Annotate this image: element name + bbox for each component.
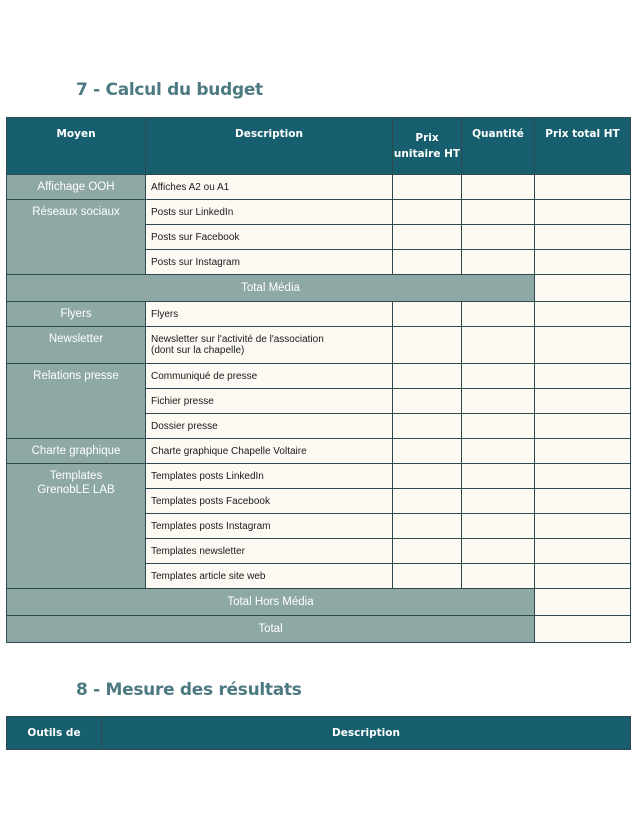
total-value [535,616,631,643]
moyen-reseaux: Réseaux sociaux [7,200,146,275]
desc-templates-site-web: Templates article site web [146,564,393,589]
table-row [7,439,631,464]
cell-prix-unitaire [393,225,462,250]
cell-quantite [462,539,535,564]
cell-prix-total [535,250,631,275]
table-row [7,200,631,225]
cell-prix-unitaire [393,200,462,225]
cell-prix-total [535,564,631,589]
cell-quantite [462,302,535,327]
total-media-row [7,275,631,302]
cell-prix-unitaire [393,564,462,589]
cell-prix-unitaire [393,539,462,564]
cell-quantite [462,464,535,489]
cell-prix-unitaire [393,175,462,200]
cell-prix-total [535,414,631,439]
desc-newsletter-line1: Newsletter sur l'activité de l'association [151,334,324,345]
header-moyen: Moyen [7,118,146,175]
cell-quantite [462,175,535,200]
desc-templates-facebook: Templates posts Facebook [146,489,393,514]
section-7-title: 7 - Calcul du budget [76,80,263,100]
budget-header-row [7,118,631,175]
cell-prix-unitaire [393,414,462,439]
header-prix-unitaire [393,118,462,175]
table-row [7,464,631,489]
header-description: Description [146,118,393,175]
cell-prix-total [535,327,631,364]
cell-quantite [462,225,535,250]
cell-quantite [462,564,535,589]
desc-dossier-presse: Dossier presse [146,414,393,439]
header-measure-description: Description [102,717,631,750]
cell-prix-unitaire [393,250,462,275]
cell-prix-total [535,200,631,225]
desc-newsletter-line2: (dont sur la chapelle) [151,345,245,356]
desc-instagram: Posts sur Instagram [146,250,393,275]
header-prix-unitaire-line2: unitaire HT [393,148,461,160]
header-quantite: Quantité [462,118,535,175]
cell-quantite [462,489,535,514]
cell-prix-total [535,389,631,414]
desc-linkedin: Posts sur LinkedIn [146,200,393,225]
header-prix-total: Prix total HT [535,118,631,175]
total-hors-media-value [535,589,631,616]
measure-header-row [7,717,631,750]
cell-prix-total [535,175,631,200]
cell-quantite [462,389,535,414]
total-hors-media-label: Total Hors Média [7,589,535,616]
cell-quantite [462,364,535,389]
total-media-value [535,275,631,302]
desc-templates-linkedin: Templates posts LinkedIn [146,464,393,489]
desc-templates-newsletter: Templates newsletter [146,539,393,564]
cell-prix-total [535,225,631,250]
total-label: Total [7,616,535,643]
header-prix-unitaire-line1: Prix [415,132,439,144]
desc-templates-instagram: Templates posts Instagram [146,514,393,539]
moyen-flyers: Flyers [7,302,146,327]
desc-newsletter [146,327,393,364]
cell-prix-total [535,439,631,464]
desc-communique: Communiqué de presse [146,364,393,389]
total-media-label: Total Média [7,275,535,302]
cell-prix-total [535,539,631,564]
desc-charte: Charte graphique Chapelle Voltaire [146,439,393,464]
cell-quantite [462,327,535,364]
cell-prix-unitaire [393,389,462,414]
table-row [7,302,631,327]
cell-prix-unitaire [393,514,462,539]
cell-quantite [462,414,535,439]
cell-quantite [462,439,535,464]
desc-facebook: Posts sur Facebook [146,225,393,250]
table-row [7,364,631,389]
cell-prix-total [535,364,631,389]
cell-prix-unitaire [393,302,462,327]
cell-prix-total [535,489,631,514]
cell-prix-unitaire [393,489,462,514]
moyen-templates-line1: Templates [49,470,103,482]
cell-quantite [462,514,535,539]
cell-prix-total [535,302,631,327]
cell-quantite [462,200,535,225]
moyen-templates-line2: GrenobLE LAB [37,484,115,496]
desc-flyers: Flyers [146,302,393,327]
total-row [7,616,631,643]
moyen-presse: Relations presse [7,364,146,439]
cell-quantite [462,250,535,275]
cell-prix-unitaire [393,439,462,464]
moyen-newsletter: Newsletter [7,327,146,364]
cell-prix-unitaire [393,327,462,364]
measure-table [6,716,631,750]
desc-fichier-presse: Fichier presse [146,389,393,414]
cell-prix-total [535,514,631,539]
table-row [7,327,631,364]
cell-prix-unitaire [393,364,462,389]
moyen-charte: Charte graphique [7,439,146,464]
total-hors-media-row [7,589,631,616]
moyen-templates [7,464,146,589]
table-row [7,175,631,200]
moyen-affichage: Affichage OOH [7,175,146,200]
header-outils: Outils de [7,717,102,750]
cell-prix-total [535,464,631,489]
section-8-title: 8 - Mesure des résultats [76,680,302,700]
cell-prix-unitaire [393,464,462,489]
desc-affiches: Affiches A2 ou A1 [146,175,393,200]
budget-table [6,117,631,643]
